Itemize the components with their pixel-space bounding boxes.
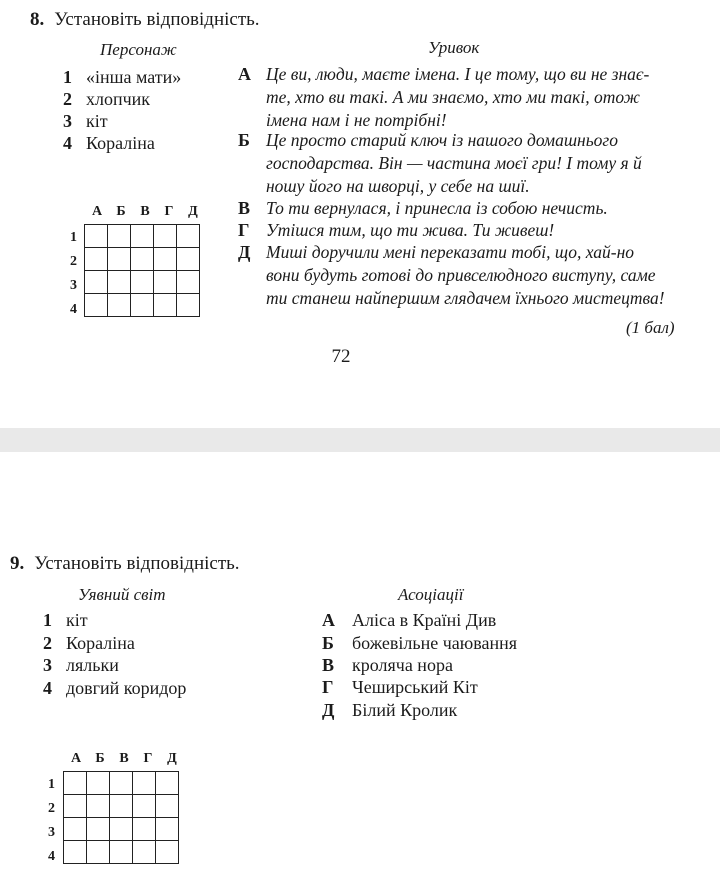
q9-grid-row-1: 1 <box>48 777 55 792</box>
grid-cell[interactable] <box>154 225 177 248</box>
grid-cell[interactable] <box>133 841 156 864</box>
q8-excerpt-letter-v: В <box>238 198 251 218</box>
q9-grid-row-4: 4 <box>48 849 55 864</box>
q9-grid-col-v: В <box>119 751 129 766</box>
q9-grid-row-3: 3 <box>48 825 55 840</box>
grid-cell[interactable] <box>131 248 154 271</box>
q8-excerpt-letter-h: Г <box>238 220 250 240</box>
q8-excerpt-h-line-1: Утішся тим, що ти жива. Ти живеш! <box>266 220 555 240</box>
grid-cell[interactable] <box>131 294 154 317</box>
q9-assoc-letter-v: В <box>322 655 335 675</box>
grid-cell[interactable] <box>154 294 177 317</box>
q8-excerpt-b-line-3: ношу його на шворці, у себе на шиї. <box>266 176 530 196</box>
q9-assoc-v: кроляча нора <box>352 655 453 675</box>
q8-answer-grid <box>84 224 200 317</box>
grid-cell[interactable] <box>85 294 108 317</box>
grid-cell[interactable] <box>154 248 177 271</box>
grid-cell[interactable] <box>85 225 108 248</box>
q9-assoc-b: божевільне чаювання <box>352 633 517 653</box>
q8-score: (1 бал) <box>626 318 675 337</box>
q9-grid-col-d: Д <box>167 751 177 766</box>
q8-right-header: Уривок <box>428 38 480 57</box>
grid-cell[interactable] <box>85 271 108 294</box>
q8-excerpt-v-line-1: То ти вернулася, і принесла із собою нечисть. <box>266 198 608 218</box>
grid-cell[interactable] <box>177 248 200 271</box>
grid-cell[interactable] <box>110 818 133 841</box>
grid-cell[interactable] <box>154 271 177 294</box>
q8-grid-col-v: В <box>140 204 150 219</box>
q8-excerpt-a-line-1: Це ви, люди, маєте імена. І це тому, що ви не знає- <box>266 64 650 84</box>
grid-cell[interactable] <box>110 772 133 795</box>
q9-assoc-a: Аліса в Країні Див <box>352 610 497 630</box>
grid-cell[interactable] <box>110 795 133 818</box>
q8-grid-row-4: 4 <box>70 302 77 317</box>
q8-excerpt-letter-b: Б <box>238 130 250 150</box>
grid-cell[interactable] <box>64 772 87 795</box>
grid-cell[interactable] <box>87 818 110 841</box>
grid-cell[interactable] <box>108 225 131 248</box>
q9-grid-row-2: 2 <box>48 801 55 816</box>
q8-left-header: Персонаж <box>100 40 177 59</box>
grid-cell[interactable] <box>110 841 133 864</box>
q8-grid-row-2: 2 <box>70 254 77 269</box>
q8-excerpt-d-line-3: ти станеш найпершим глядачем їхнього мистецтва! <box>266 288 665 308</box>
q8-excerpt-letter-d: Д <box>238 242 251 262</box>
grid-cell[interactable] <box>177 294 200 317</box>
grid-cell[interactable] <box>64 818 87 841</box>
grid-cell[interactable] <box>64 841 87 864</box>
q9-assoc-letter-b: Б <box>322 633 334 653</box>
grid-cell[interactable] <box>87 772 110 795</box>
q8-grid-row-1: 1 <box>70 230 77 245</box>
page-separator <box>0 428 720 452</box>
grid-cell[interactable] <box>85 248 108 271</box>
q9-grid-col-a: А <box>70 751 82 766</box>
q8-excerpt-a-line-2: те, хто ви такі. А ми знаємо, хто ми такі, отож <box>266 87 640 107</box>
grid-cell[interactable] <box>87 795 110 818</box>
grid-cell[interactable] <box>133 818 156 841</box>
q9-left-header: Уявний світ <box>78 585 166 604</box>
page-number: 72 <box>331 346 351 367</box>
grid-cell[interactable] <box>87 841 110 864</box>
q8-excerpt-letter-a: А <box>238 64 251 84</box>
grid-cell[interactable] <box>156 772 179 795</box>
q9-assoc-d: Білий Кролик <box>352 700 458 720</box>
q9-grid-col-h: Г <box>143 751 153 766</box>
grid-cell[interactable] <box>131 271 154 294</box>
q8-grid-col-d: Д <box>188 204 198 219</box>
q8-excerpt-d-line-1: Миші доручили мені переказати тобі, що, хай-но <box>266 242 635 262</box>
grid-cell[interactable] <box>131 225 154 248</box>
q8-grid-col-b: Б <box>116 204 126 219</box>
q9-right-header: Асоціації <box>398 585 464 604</box>
grid-cell[interactable] <box>156 841 179 864</box>
q8-title: 8. Установіть відповідність. <box>30 9 260 30</box>
q8-excerpt-b-line-1: Це просто старий ключ із нашого домашнього <box>266 130 618 150</box>
grid-cell[interactable] <box>133 772 156 795</box>
q8-excerpt-b-line-2: господарства. Він — частина моєї гри! І тому я й <box>266 153 642 173</box>
grid-cell[interactable] <box>177 271 200 294</box>
q9-title: 9. Установіть відповідність. <box>10 553 240 574</box>
page-72: 8. Установіть відповідність. Персонаж Уривок 1 «інша мати» 2 хлопчик 3 кіт 4 Кораліна А Це ви, люди, маєте імена. І це тому, що ви не знає- те, хто ви такі. А ми знаємо, хто ми такі, отож імена нам і не потрібні! Б Це просто старий ключ із нашого домашнього господарства. Він — частина моєї гри! І тому я й ношу його на шворці, у себе на шиї. В То ти вернулася, і принесла із собою нечисть. Г Утішся тим, що ти жива. Ти живеш! Д Миші доручили мені переказати тобі, що, хай-но вони будуть готові до привселюдного виступу, саме ти станеш найпершим глядачем їхнього мистецтва! А Б В Г Д 1 2 3 4 (1 бал) 72 <box>0 0 720 428</box>
q8-excerpt-a-line-3: імена нам і не потрібні! <box>266 110 447 130</box>
q9-answer-grid <box>63 771 179 864</box>
grid-cell[interactable] <box>177 225 200 248</box>
grid-cell[interactable] <box>108 271 131 294</box>
q8-grid-row-3: 3 <box>70 278 77 293</box>
q8-grid-col-h: Г <box>164 204 174 219</box>
grid-cell[interactable] <box>156 818 179 841</box>
grid-cell[interactable] <box>108 294 131 317</box>
q9-assoc-h: Чеширський Кіт <box>352 677 478 697</box>
q9-assoc-letter-d: Д <box>322 700 335 720</box>
grid-cell[interactable] <box>133 795 156 818</box>
q9-assoc-letter-a: А <box>322 610 335 630</box>
grid-cell[interactable] <box>156 795 179 818</box>
q8-grid-col-a: А <box>91 204 103 219</box>
q8-excerpt-d-line-2: вони будуть готові до привселюдного виступу, саме <box>266 265 656 285</box>
grid-cell[interactable] <box>64 795 87 818</box>
page-73: 9. Установіть відповідність. Уявний світ Асоціації 1 кіт 2 Кораліна 3 ляльки 4 довгий коридор А Аліса в Країні Див Б божевільне чаювання В кроляча нора Г Чеширський Кіт Д Білий Кролик А Б В Г Д 1 2 3 4 <box>0 452 720 872</box>
q9-assoc-letter-h: Г <box>322 677 334 697</box>
grid-cell[interactable] <box>108 248 131 271</box>
q9-grid-col-b: Б <box>95 751 105 766</box>
